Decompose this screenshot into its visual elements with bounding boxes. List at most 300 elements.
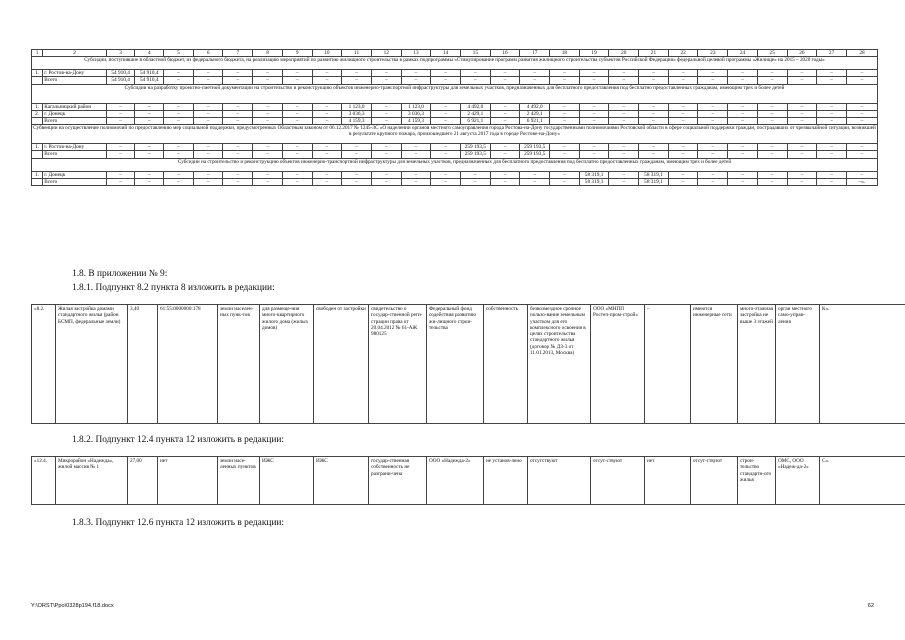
table-cell: –	[609, 118, 639, 125]
table-cell: «8.2.	[32, 305, 56, 424]
table-cell: С».	[820, 457, 905, 505]
table-cell: г. Донецк	[43, 110, 107, 117]
table-cell: –	[609, 70, 639, 77]
table-cell: ООО «МНПП Ростеп-пром-строй»	[591, 305, 645, 424]
table-cell: –	[164, 103, 194, 110]
table-cell: –	[668, 178, 698, 185]
land-plot-table	[31, 304, 905, 424]
table-cell: –	[431, 77, 461, 84]
table-cell: –	[609, 151, 639, 158]
table-cell: 20	[609, 50, 639, 57]
table-cell: –	[728, 103, 758, 110]
table-row	[32, 151, 878, 158]
table-cell: –	[312, 110, 342, 117]
table-cell: 7	[223, 50, 253, 57]
table-cell: –	[371, 151, 401, 158]
table-cell: –	[135, 151, 164, 158]
table-row	[32, 70, 878, 77]
table-row	[32, 171, 878, 178]
table-cell: 1 123,0	[401, 103, 431, 110]
table-cell: –	[193, 77, 223, 84]
table-cell: –	[817, 118, 847, 125]
table-cell: –	[401, 171, 431, 178]
table-cell: –	[490, 151, 520, 158]
table-cell: –	[728, 77, 758, 84]
table-cell: –	[135, 171, 164, 178]
table-cell: 2 429,1	[520, 110, 550, 117]
table-cell: –	[164, 178, 194, 185]
table-cell: 6 921,1	[520, 118, 550, 125]
table-cell: –	[223, 171, 253, 178]
table-cell: –	[639, 103, 669, 110]
table-cell: –	[579, 118, 609, 125]
table-cell: –	[282, 178, 312, 185]
table-cell: 24	[728, 50, 758, 57]
table-cell: –	[698, 171, 728, 178]
table-cell: –	[668, 70, 698, 77]
table-cell: –	[282, 171, 312, 178]
table-cell: 4 159,3	[401, 118, 431, 125]
table-cell: ИЖС	[314, 457, 369, 505]
table-cell: –	[164, 70, 194, 77]
table-cell: –	[668, 118, 698, 125]
table-cell: –	[164, 118, 194, 125]
table-cell: –	[135, 144, 164, 151]
table-cell: –	[817, 151, 847, 158]
table-cell: орган местного само-управ-ления	[776, 305, 820, 424]
table-cell: –	[579, 103, 609, 110]
table-cell: –	[846, 103, 877, 110]
table-cell: –	[193, 70, 223, 77]
table-cell: много-этажная застройка не выше 3 этажей	[738, 305, 776, 424]
table-cell: –	[193, 118, 223, 125]
section-title: Субвенции на осуществление полномочий по предоставлению мер социальной поддержки, предусмотренных Областным законом от 06.12.2017 № 1245-ЗС «О наделении органов местного самоуправления города Ростова-на-Дону государственными полномочиями Ростовской области в сфере социальной поддержки граждан, пострадавших от чрезвычайной ситуации, возникшей в результате крупного пожара, произошедшего 21 августа 2017 года в городе Ростове-на-Дону»	[32, 125, 878, 144]
table-cell: отсут-ствуют	[691, 457, 738, 505]
table-cell: –	[193, 110, 223, 117]
table-cell: –	[609, 110, 639, 117]
table-cell: для размеще-ния много-квартирного жилого дома (жилых домов)	[260, 305, 314, 424]
table-cell: –	[106, 178, 135, 185]
table-cell: 259 193,5	[520, 144, 550, 151]
section-heading: 1.8.3. Подпункт 12.6 пункта 12 изложить в редакции:	[72, 518, 285, 528]
table-cell: –	[639, 144, 669, 151]
table-row	[32, 118, 878, 125]
table-cell: –	[550, 151, 580, 158]
table-cell: –	[490, 77, 520, 84]
table-cell: 1.	[32, 171, 43, 178]
header-row	[32, 50, 878, 57]
table-cell: –	[757, 178, 787, 185]
table-cell: 1	[32, 50, 43, 57]
table-cell: –	[787, 151, 817, 158]
table-cell: –	[609, 144, 639, 151]
table-cell: –	[757, 171, 787, 178]
table-cell: –	[312, 118, 342, 125]
table-cell: 5	[164, 50, 194, 57]
table-cell: –	[342, 77, 372, 84]
section-title: Субсидии, поступившие в областной бюджет, из федерального бюджета, на реализацию мероприятий по развитию жилищного строительства в рамках подпрограммы «Стимулирование программ развития жилищного строительства субъектов Российской Федерации» федеральной целевой программы «Жилище» на 2015 – 2020 годы»	[32, 57, 878, 70]
table-cell: –	[550, 77, 580, 84]
table-cell: –	[342, 144, 372, 151]
table-cell: –	[817, 171, 847, 178]
table-cell: –	[757, 70, 787, 77]
table-row	[32, 110, 878, 117]
table-cell: –	[609, 103, 639, 110]
table-cell: –	[757, 103, 787, 110]
table-cell: –	[757, 77, 787, 84]
table-cell: свободен от застройки	[314, 305, 369, 424]
table-cell: –	[550, 171, 580, 178]
table-cell: 2 429,1	[460, 110, 490, 117]
table-cell: –	[490, 144, 520, 151]
table-cell: Всего	[43, 118, 107, 125]
table-cell: –	[401, 144, 431, 151]
table-cell: –	[135, 103, 164, 110]
table-cell: –	[817, 178, 847, 185]
table-cell: 4	[135, 50, 164, 57]
table-cell: –	[490, 110, 520, 117]
table-cell: нет	[158, 457, 218, 505]
table-cell: –	[164, 171, 194, 178]
table-cell: –	[817, 110, 847, 117]
section-title-row	[32, 158, 878, 171]
section-heading: 1.8. В приложении № 9:	[72, 269, 168, 279]
table-cell: –	[728, 144, 758, 151]
table-cell: 3	[106, 50, 135, 57]
table-cell: –	[135, 178, 164, 185]
table-cell: –	[668, 151, 698, 158]
table-cell: 26	[787, 50, 817, 57]
table-cell: –	[520, 77, 550, 84]
table-cell: –	[431, 178, 461, 185]
table-cell: –	[253, 77, 283, 84]
table-cell: –	[193, 151, 223, 158]
table-cell: ИЖС	[260, 457, 314, 505]
table-cell: 22	[668, 50, 698, 57]
table-cell: –	[846, 171, 877, 178]
table-cell: 2	[43, 50, 107, 57]
table-cell: 8	[253, 50, 283, 57]
table-cell: –	[817, 77, 847, 84]
table-cell: –	[460, 171, 490, 178]
table-cell: нет	[645, 457, 691, 505]
table-cell: –	[460, 178, 490, 185]
table-cell	[32, 151, 43, 158]
table-cell: –	[728, 70, 758, 77]
table-cell: –	[431, 144, 461, 151]
table-cell: –	[846, 118, 877, 125]
table-cell: –	[312, 103, 342, 110]
table-cell: 12	[371, 50, 401, 57]
table-cell: –	[431, 118, 461, 125]
table-cell: –	[253, 178, 283, 185]
table-cell: –	[550, 144, 580, 151]
table-cell: –	[846, 144, 877, 151]
table-cell: 14	[431, 50, 461, 57]
table-cell: –	[193, 144, 223, 151]
table-cell: –	[282, 70, 312, 77]
table-cell: –	[282, 103, 312, 110]
table-cell: –	[253, 144, 283, 151]
table-cell: –	[164, 110, 194, 117]
table-cell: 23	[698, 50, 728, 57]
table-cell: 259 193,5	[460, 144, 490, 151]
table-cell: –	[431, 171, 461, 178]
table-cell: имеются инженерные сети	[691, 305, 738, 424]
table-cell: –	[846, 151, 877, 158]
table-cell: –	[342, 70, 372, 77]
table-cell: Федеральный фонд содействия развитию жи-лищного строи-тельства	[427, 305, 484, 424]
table-cell: –	[787, 70, 817, 77]
table-cell: –	[550, 103, 580, 110]
table-cell: г. Донецк	[43, 171, 107, 178]
table-cell: –	[787, 171, 817, 178]
table-cell: –	[253, 118, 283, 125]
table-cell: Жилая застройка домами стандартного жилья (район БСМП, федеральные земли)	[56, 305, 128, 424]
table-cell: 16	[490, 50, 520, 57]
table-cell	[32, 77, 43, 84]
table-cell: 4 159,3	[342, 118, 372, 125]
table-cell: земли насе-ленных пунктов	[218, 457, 260, 505]
table-cell: государ-ственная собственность не разграни-чена	[369, 457, 427, 505]
table-cell: –	[698, 110, 728, 117]
table-cell: –	[817, 70, 847, 77]
table-cell: 3 036,3	[342, 110, 372, 117]
table-cell: г. Ростов-на-Дону	[43, 144, 107, 151]
table-cell: –	[371, 70, 401, 77]
table-cell: 259 193,5	[520, 151, 550, 158]
table-cell: –	[846, 70, 877, 77]
table-cell: Всего	[43, 178, 107, 185]
table-cell: 28	[846, 50, 877, 57]
table-cell: –	[698, 144, 728, 151]
table-cell: –	[490, 171, 520, 178]
table-cell: 58 319,1	[579, 171, 609, 178]
table-cell: –	[698, 77, 728, 84]
table-cell: –	[698, 178, 728, 185]
table-cell: –	[193, 171, 223, 178]
table-cell: 1 123,0	[342, 103, 372, 110]
table-cell: не установ-лено	[484, 457, 528, 505]
table-cell: –	[639, 110, 669, 117]
table-cell: –	[106, 118, 135, 125]
table-cell: 15	[460, 50, 490, 57]
table-cell: 6 921,1	[460, 118, 490, 125]
table-cell: –	[698, 103, 728, 110]
table-cell: –	[490, 70, 520, 77]
table-cell: –	[846, 110, 877, 117]
table-cell: 19	[579, 50, 609, 57]
table-cell: –	[371, 118, 401, 125]
table-cell: –	[609, 77, 639, 84]
table-cell: –	[787, 110, 817, 117]
table-cell: –	[609, 171, 639, 178]
table-cell: –	[371, 103, 401, 110]
table-row	[32, 77, 878, 84]
table-cell: 58 319,1	[639, 171, 669, 178]
table-cell: –	[431, 151, 461, 158]
table-cell: –	[431, 110, 461, 117]
table-cell: –	[312, 178, 342, 185]
table-cell: –	[639, 118, 669, 125]
table-cell: 11	[342, 50, 372, 57]
table-cell: –	[371, 144, 401, 151]
table-cell: –	[668, 103, 698, 110]
table-cell: –	[223, 118, 253, 125]
table-cell: земли населен-ных пунк-тов	[218, 305, 260, 424]
table-cell: –	[460, 77, 490, 84]
table-cell: –	[579, 110, 609, 117]
table-cell: –	[579, 151, 609, 158]
table-cell: –	[550, 178, 580, 185]
table-cell: 1.	[32, 103, 43, 110]
table-cell: –	[223, 103, 253, 110]
table-cell: –	[371, 178, 401, 185]
table-cell: «12.4.	[32, 457, 56, 505]
table-cell: 10	[312, 50, 342, 57]
section-heading: 1.8.2. Подпункт 12.4 пункта 12 изложить в редакции:	[72, 435, 285, 445]
table-cell: –».	[846, 178, 877, 185]
table-cell: –	[371, 171, 401, 178]
table-cell: –	[401, 70, 431, 77]
table-cell: –	[164, 151, 194, 158]
section-title: Субсидии на строительство и реконструкцию объектов инженерно-транспортной инфраструктуры для земельных участков, предназначенных для бесплатного предоставления под бесплатно предоставленных гражданам, имеющим трех и более детей	[32, 158, 878, 171]
table-cell: –	[106, 144, 135, 151]
table-row	[32, 178, 878, 185]
table-cell: 3 036,3	[401, 110, 431, 117]
table-cell: –	[401, 77, 431, 84]
page-number: 62	[867, 603, 874, 609]
table-cell: –	[253, 110, 283, 117]
table-cell	[32, 178, 43, 185]
table-cell: –	[550, 70, 580, 77]
table-cell: –	[223, 110, 253, 117]
table-cell: –	[728, 110, 758, 117]
table-cell: –	[223, 77, 253, 84]
table-cell: –	[645, 305, 691, 424]
table-cell: –	[639, 151, 669, 158]
table-cell: отсут-ствуют	[591, 457, 645, 505]
table-cell: –	[223, 70, 253, 77]
table-cell: 27	[817, 50, 847, 57]
table-cell: –	[787, 144, 817, 151]
table-cell: 6	[193, 50, 223, 57]
table-cell: 17	[520, 50, 550, 57]
table-cell: –	[193, 178, 223, 185]
section-heading: 1.8.1. Подпункт 8.2 пункта 8 изложить в редакции:	[72, 283, 275, 293]
table-cell: –	[520, 70, 550, 77]
table-cell: отсутствуют	[528, 457, 591, 505]
table-cell: –	[193, 103, 223, 110]
table-cell: –	[135, 118, 164, 125]
table-cell: –	[550, 110, 580, 117]
table-cell: –	[371, 110, 401, 117]
table-cell: 3,40	[128, 305, 158, 424]
table-cell: –	[282, 144, 312, 151]
table-cell: 1.	[32, 70, 43, 77]
table-cell: –	[787, 103, 817, 110]
table-cell: 18	[550, 50, 580, 57]
table-cell: –	[342, 178, 372, 185]
table-cell: –	[639, 70, 669, 77]
table-cell: –	[668, 171, 698, 178]
table-cell: 25	[757, 50, 787, 57]
table-cell: –	[579, 70, 609, 77]
table-cell: –	[312, 171, 342, 178]
table-cell: –	[787, 77, 817, 84]
table-cell: –	[106, 151, 135, 158]
table-cell: –	[579, 77, 609, 84]
table-cell: К».	[820, 305, 905, 424]
table-cell: –	[728, 178, 758, 185]
table-cell: –	[253, 171, 283, 178]
table-cell: собственность	[484, 305, 528, 424]
land-plot-table	[31, 456, 905, 505]
table-cell: –	[401, 151, 431, 158]
table-cell: –	[609, 178, 639, 185]
table-row	[32, 103, 878, 110]
table-cell: –	[312, 144, 342, 151]
table-cell: –	[579, 144, 609, 151]
table-cell: Всего	[43, 151, 107, 158]
table-cell: –	[550, 118, 580, 125]
table-cell: –	[164, 77, 194, 84]
table-cell: –	[668, 110, 698, 117]
table-cell: –	[728, 118, 758, 125]
table-cell: –	[223, 178, 253, 185]
table-cell: –	[282, 77, 312, 84]
section-title-row	[32, 57, 878, 70]
table-cell: 54 910,4	[106, 77, 135, 84]
table-cell: –	[401, 178, 431, 185]
table-cell: Всего	[43, 77, 107, 84]
table-cell: –	[817, 144, 847, 151]
table-cell: –	[282, 118, 312, 125]
table-cell: –	[490, 118, 520, 125]
table-cell: –	[282, 151, 312, 158]
table-cell: 4 492,0	[460, 103, 490, 110]
table-cell: строи-тельство стандартн-ого жилья	[738, 457, 776, 505]
table-cell: –	[787, 178, 817, 185]
table-row	[32, 144, 878, 151]
table-cell: 54 910,4	[135, 70, 164, 77]
table-cell: –	[312, 151, 342, 158]
table-cell: –	[817, 103, 847, 110]
table-cell: –	[787, 118, 817, 125]
table-cell: –	[282, 110, 312, 117]
table-cell: –	[253, 70, 283, 77]
table-cell: –	[490, 178, 520, 185]
table-cell: –	[757, 144, 787, 151]
table-cell: г. Ростов-на-Дону	[43, 70, 107, 77]
table-cell: –	[846, 77, 877, 84]
table-row	[32, 305, 905, 424]
table-cell: 21	[639, 50, 669, 57]
table-cell: –	[728, 151, 758, 158]
table-cell: 58 319,1	[579, 178, 609, 185]
table-cell: 1.	[32, 144, 43, 151]
table-cell: –	[106, 110, 135, 117]
table-cell: –	[135, 110, 164, 117]
table-cell: свидетельство о государ-ственной реги-страции права от 20.04.2012 № 61-АЖ 980125	[369, 305, 427, 424]
table-cell	[32, 118, 43, 125]
table-cell: 61:55:0000000:178	[158, 305, 218, 424]
table-cell: –	[253, 151, 283, 158]
section-title: Субсидии на разработку проектно-сметной документации на строительство и реконструкцию объектов инженерно-транспортной инфраструктуры для земельных участков, предназначенных для бесплатного предоставления под бесплатно предоставленных гражданам, имеющим трех и более детей	[32, 84, 878, 103]
table-cell: –	[342, 171, 372, 178]
table-cell: –	[431, 103, 461, 110]
table-cell: –	[312, 77, 342, 84]
